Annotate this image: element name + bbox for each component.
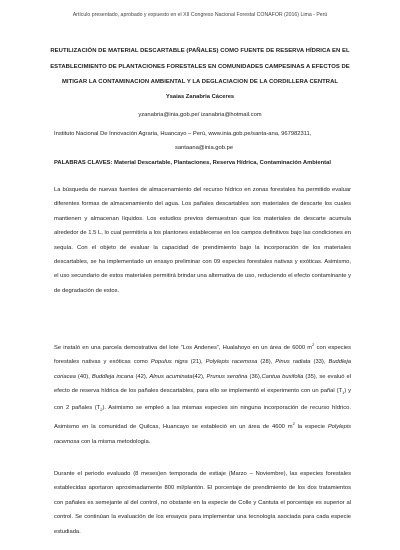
- species-name: Polylepis racemosa: [205, 359, 258, 366]
- text-run: la especie: [294, 424, 328, 431]
- text-run: ) y con 2 pañales (T: [54, 388, 351, 411]
- paragraph-methods: [54, 338, 351, 449]
- subscript: 2: [100, 406, 103, 412]
- species-name: Buddleja coriacea: [54, 359, 352, 380]
- text-run: (42),: [133, 373, 150, 380]
- author-name: Ysaias Zanabria Cáceres: [165, 94, 235, 100]
- text-run: (36),: [247, 373, 262, 380]
- text-run: Se instaló en una parcela demostrativa del lote “Los Andenes”, Hualahoyo en un área de 6000 m: [54, 344, 313, 351]
- species-name: Buddleja incana: [91, 373, 134, 380]
- text-run: (21),: [187, 359, 206, 366]
- text-run: con especies forestales nativas y exóticas como: [54, 344, 351, 366]
- species-name: Alnus acuminata: [149, 373, 193, 380]
- text-run: ). Asimismo se empleó a las mismas especies sin ninguna incorporación de recurso hídrico. Asimismo en la comunidad de Quilcas, Huancayo se estableció en un área de 4600 m: [54, 404, 351, 431]
- affiliation: [54, 127, 354, 155]
- text-run: (40),: [75, 373, 92, 380]
- text-run: (33),: [310, 359, 329, 366]
- paper-title: REUTILIZACIÓN DE MATERIAL DESCARTABLE (PAÑALES) COMO FUENTE DE RESERVA HÍDRICA EN EL ESTABLECIMIENTO DE PLANTACIONES FORESTALES EN COMUNIDADES CAMPESINAS A EFECTOS DE MITIGAR LA CONTAMINACION AMBIENTAL Y LA DEGLACIACION DE LA CORDILLERA CENTRAL: [50, 48, 350, 85]
- subscript: 1: [342, 390, 345, 396]
- text-run: (28),: [257, 359, 276, 366]
- superscript: 2: [292, 421, 295, 427]
- text-run: (35), se evaluó el efecto de reserva hídrica de los pañales descartables, para ello se implementó el experimento con un pañal (T: [54, 373, 352, 395]
- affiliation-line-1: Instituto Nacional De Innovación Agraria, Huancayo – Perú, www.inia.gob.pe/santa-ana, 967982311,: [54, 131, 312, 137]
- text-run: con la misma metodología.: [79, 438, 151, 445]
- species-name: Prunus serotina: [206, 373, 248, 380]
- conference-header: Artículo presentado, aprobado y expuesto en el XII Congreso Nacional Forestal CONAFOR (2016) Lima - Perú: [72, 12, 328, 18]
- species-name: Polylepis racemosa: [54, 424, 352, 445]
- author-emails: yzanabria@inia.gob.pe/ izanabria@hotmail.com: [138, 112, 262, 118]
- keywords: PALABRAS CLAVES: Material Descartable, Plantaciones, Reserva Hídrica, Contaminación Ambiental: [54, 160, 331, 166]
- superscript: 2: [312, 342, 315, 347]
- affiliation-line-2: santaana@inia.gob.pe: [174, 145, 234, 151]
- species-name: Pinus radiata: [275, 359, 311, 366]
- species-name: Populus nigra: [150, 359, 188, 366]
- text-run: (42),: [192, 373, 207, 380]
- paragraph-introduction: La búsqueda de nuevas fuentes de almacenamiento del recurso hídrico en zonas forestales ha permitido evaluar diferentes formas de almacenamiento del agua. Los pañales descartables son materiales de descarte los cuales mantienen y almacenan líquidos. Los estudios previos demuestran que los materiales de descarte acumula alrededor de 1.5 L, lo cual permitiría a los plantones establecerse en los campos definitivos bajo las condiciones en sequía. Con el objeto de evaluar la capacidad de prendimiento bajo la incorporación de los materiales descartables, se ha implementado un ensayo preliminar con 09 especies forestales nativas y exóticas. Asimismo, el uso secundario de estos materiales permitirá brindar una alternativa de uso, reduciendo el efecto contaminante y de degradación de estos.: [54, 187, 351, 294]
- paragraph-results: Durante el periodo evaluado (8 meses)en temporada de estiaje (Marzo – Noviembre), las especies forestales establecidas aportaron aproximadamente 800 ml/plantón. El porcentaje de prendimiento de los dos tratamientos con pañales es semejante al del control, no obstante en la especie de Colle y Cantuta el porcentaje es superior al control. Se continúan la evaluación de los ensayos para implementar una tecnología asociada para cada especie estudiada.: [54, 471, 351, 535]
- species-name: Cantua buxifolia: [261, 373, 304, 380]
